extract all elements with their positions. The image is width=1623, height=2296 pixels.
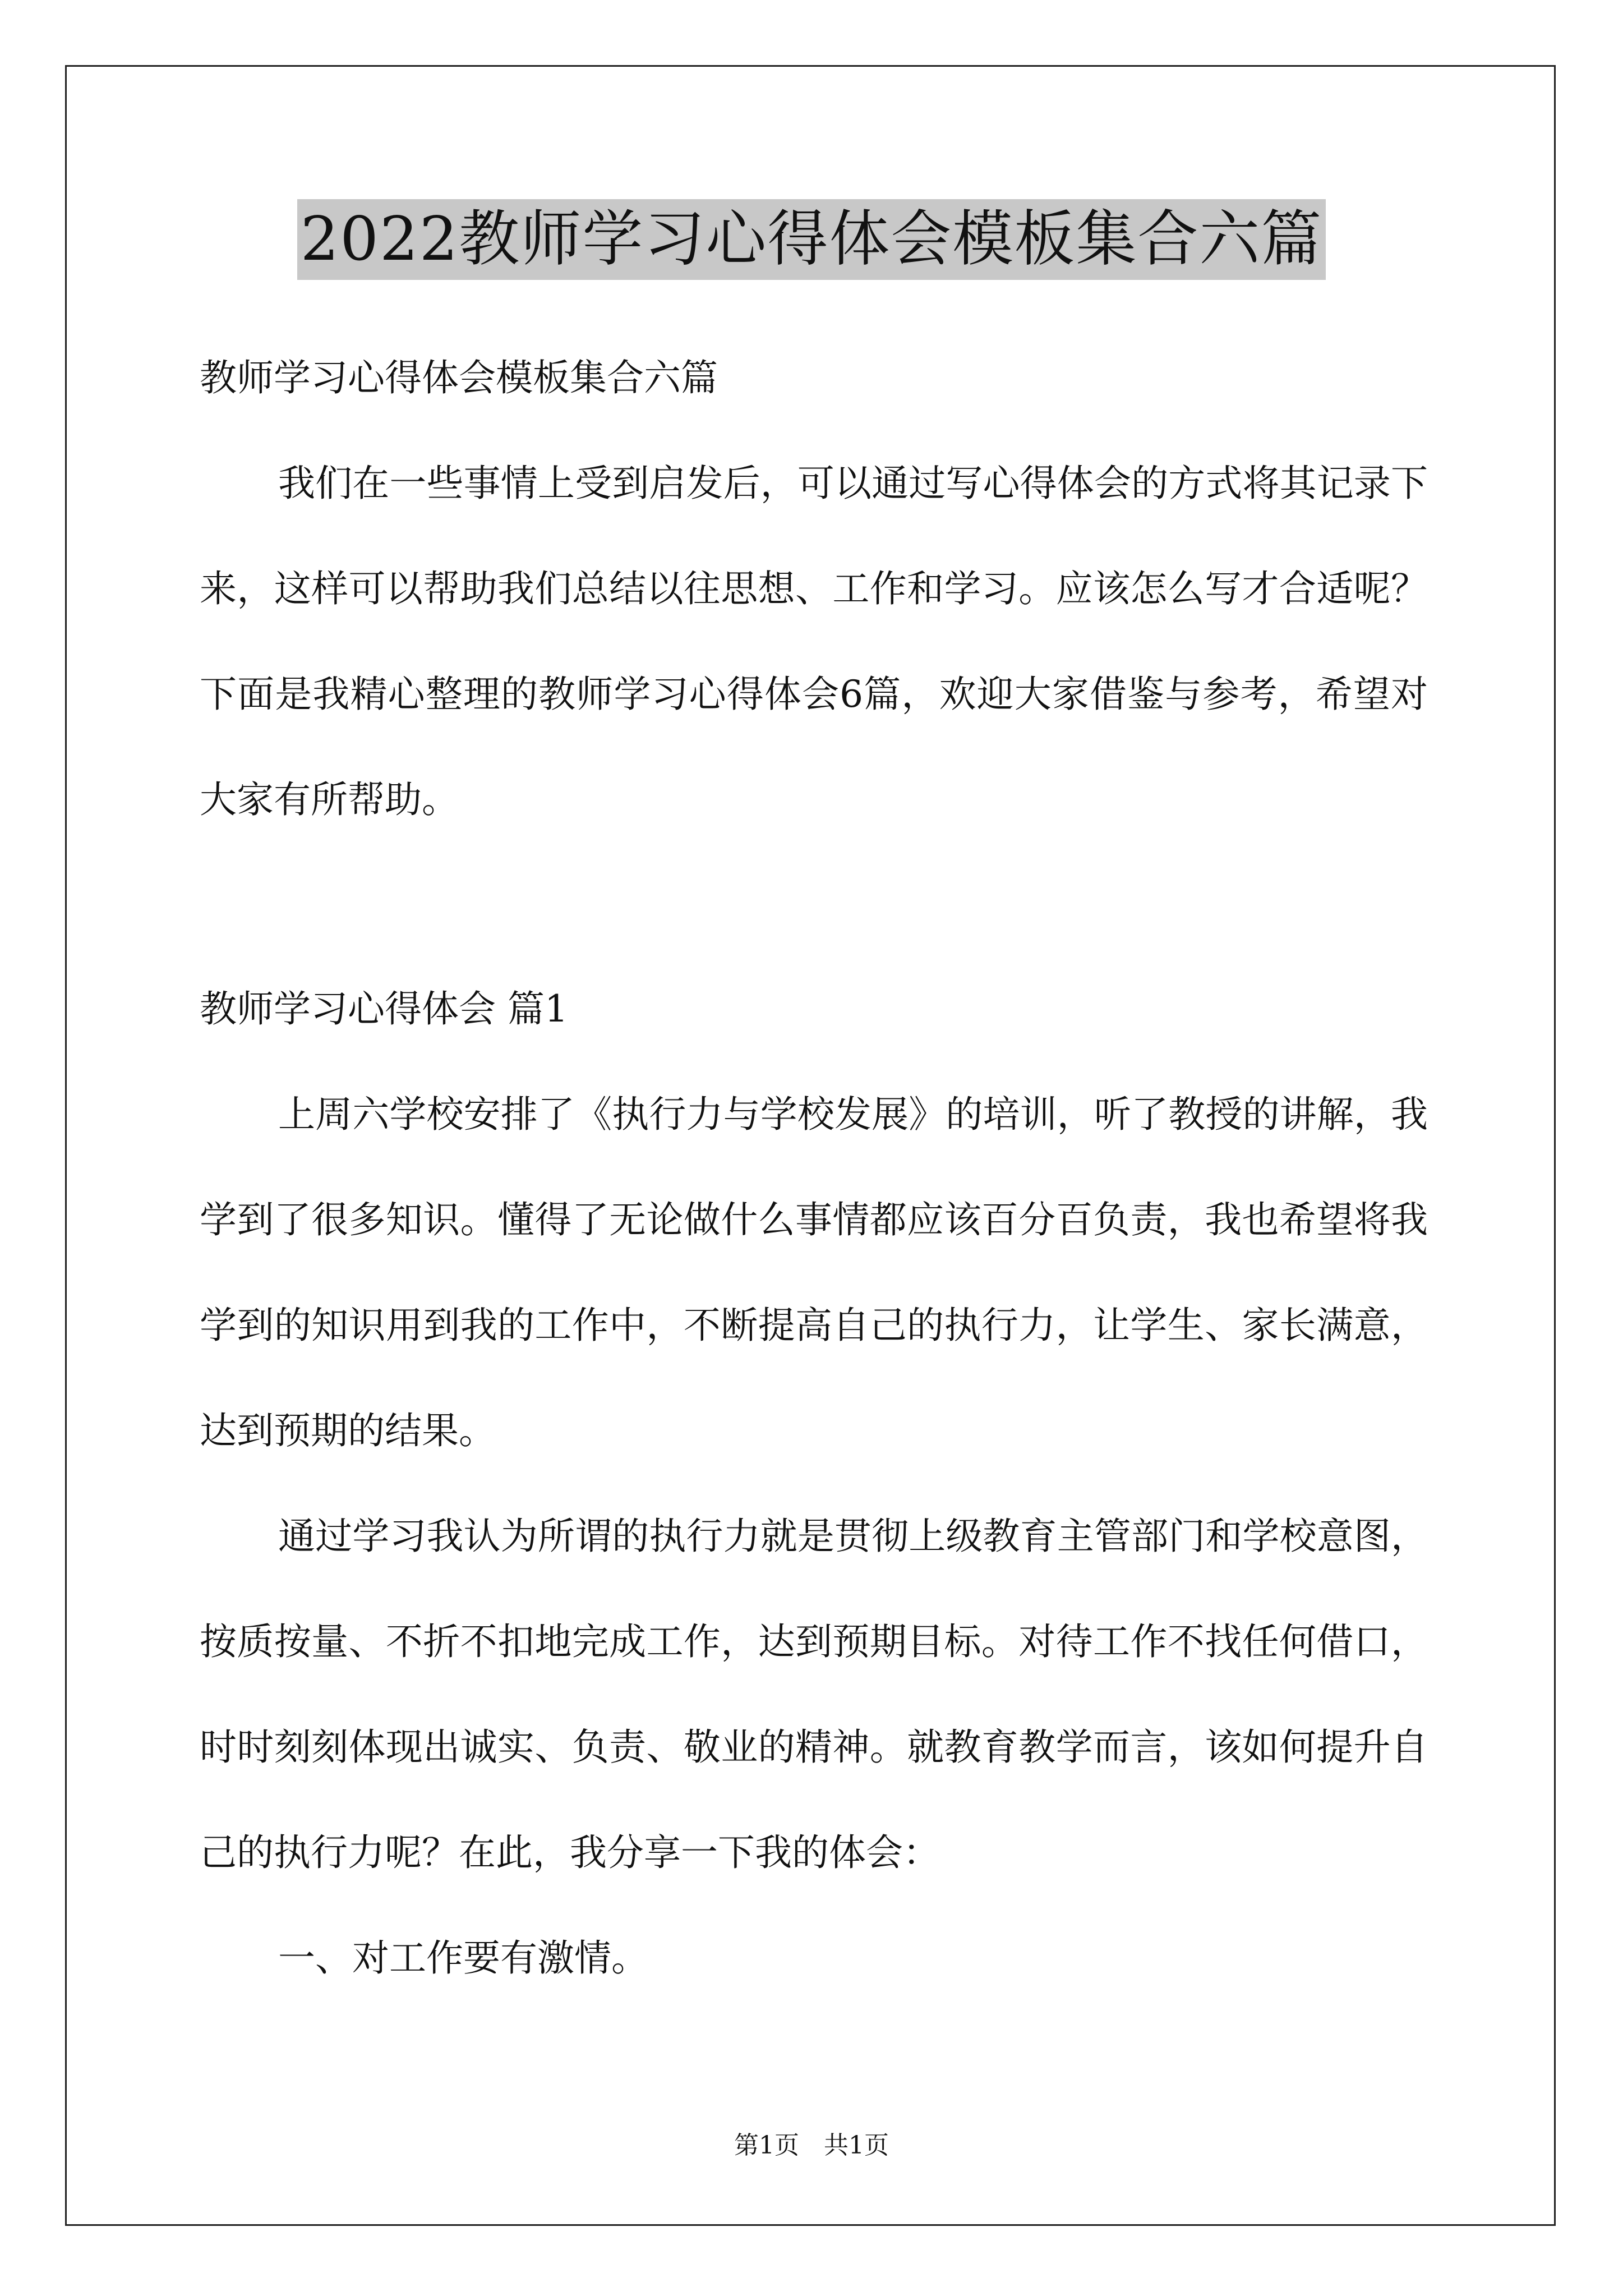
section-paragraph: 通过学习我认为所谓的执行力就是贯彻上级教育主管部门和学校意图，按质按量、不折不扣地完成工作，达到预期目标。对待工作不找任何借口，时时刻刻体现出诚实、负责、敬业的精神。就教育教学而言，该如何提升自己的执行力呢？在此，我分享一下我的体会： bbox=[200, 1515, 1428, 1874]
document-subtitle: 教师学习心得体会模板集合六篇 bbox=[200, 356, 718, 399]
section-paragraph: 一、对工作要有激情。 bbox=[278, 1936, 648, 1980]
page-footer: 第1页 共1页 bbox=[734, 2131, 889, 2160]
intro-paragraph: 我们在一些事情上受到启发后，可以通过写心得体会的方式将其记录下来，这样可以帮助我们总结以往思想、工作和学习。应该怎么写才合适呢？下面是我精心整理的教师学习心得体会6篇，欢迎大家借鉴与参考，希望对大家有所帮助。 bbox=[200, 462, 1428, 821]
section-paragraph: 上周六学校安排了《执行力与学校发展》的培训，听了教授的讲解，我学到了很多知识。懂得了无论做什么事情都应该百分百负责，我也希望将我学到的知识用到我的工作中，不断提高自己的执行力，让学生、家长满意，达到预期的结果。 bbox=[200, 1093, 1428, 1452]
section-heading: 教师学习心得体会 篇1 bbox=[200, 987, 568, 1030]
title-wrap bbox=[0, 199, 1623, 280]
document-title: 2022教师学习心得体会模板集合六篇 bbox=[297, 199, 1326, 280]
document-body bbox=[200, 309, 1428, 2011]
